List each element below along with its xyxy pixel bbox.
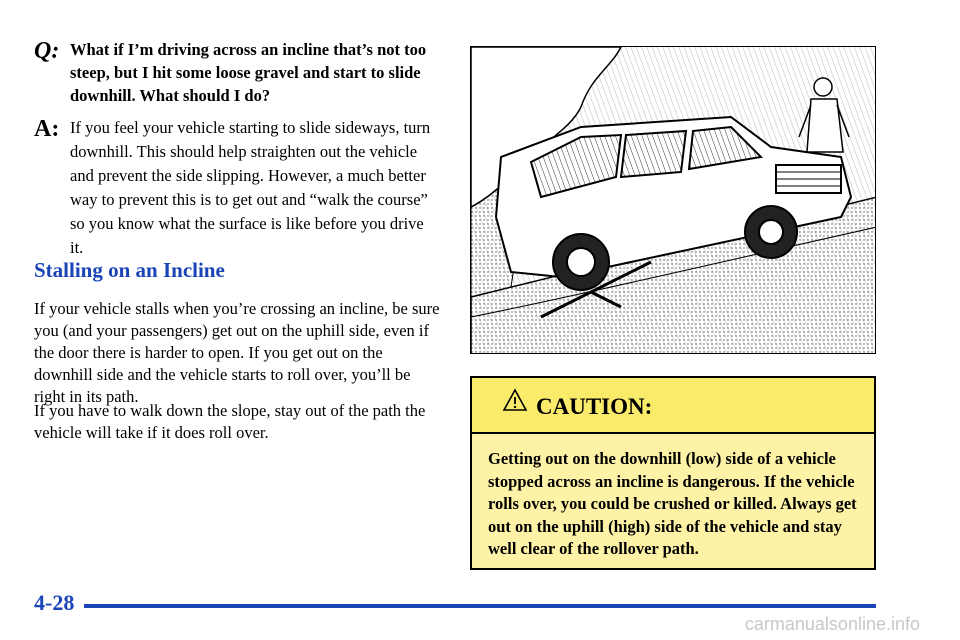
caution-box [470, 376, 876, 570]
watermark: carmanualsonline.info [744, 614, 920, 634]
paragraph: If you have to walk down the slope, stay out of the path the vehicle will take if it does roll over. [34, 401, 426, 442]
caution-title: CAUTION: [536, 394, 653, 419]
suv-incline-illustration [470, 46, 876, 354]
question-marker: Q: [34, 38, 60, 64]
warning-triangle-icon [502, 388, 528, 417]
answer-marker: A: [34, 116, 60, 142]
answer-block [34, 116, 434, 260]
footer-rule [84, 604, 876, 608]
answer-text: If you feel your vehicle starting to slide sideways, turn downhill. This should help straighten out the vehicle and prevent the side slipping. However, a much better way to prevent this is to get out and “walk the course” so you know what the surface is like before you drive it. [70, 118, 431, 257]
section-heading: Stalling on an Incline [34, 258, 225, 282]
question-block [34, 38, 444, 107]
question-text: What if I’m driving across an incline that’s not too steep, but I hit some loose gravel and start to slide downhill. What should I do? [70, 40, 427, 105]
caution-text: Getting out on the downhill (low) side of a vehicle stopped across an incline is dangerous. If the vehicle rolls over, you could be crushed or killed. Always get out on the uphill (high) side of the vehicle and stay well clear of the rollover path. [488, 449, 857, 558]
paragraph: If your vehicle stalls when you’re crossing an incline, be sure you (and your passengers) get out on the uphill side, even if the door there is harder to open. If you get out on the downhill side and the vehicle starts to roll over, you’ll be right in its path. [34, 299, 440, 406]
caution-header [472, 378, 874, 434]
page-number: 4-28 [34, 590, 75, 615]
